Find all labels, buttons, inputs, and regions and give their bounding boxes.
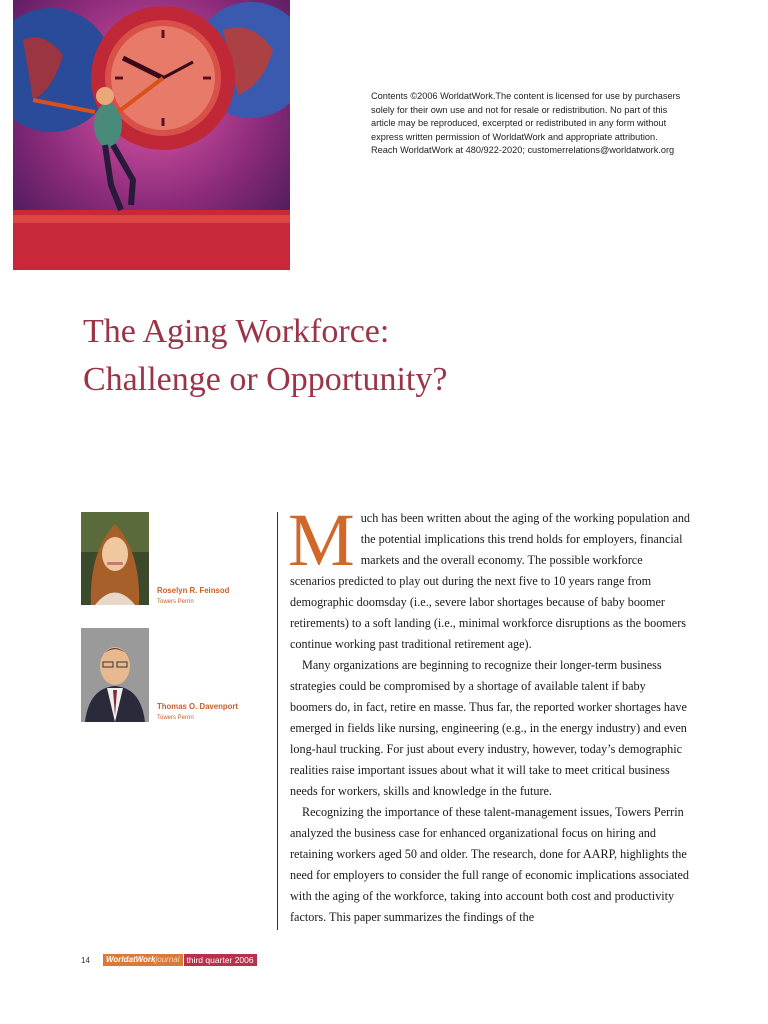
page-footer (81, 954, 257, 966)
copyright-line: article may be reproduced, excerpted or redistributed in any form without (371, 118, 667, 128)
copyright-line: Contents ©2006 WorldatWork.The content is licensed for use by purchasers (371, 91, 681, 101)
copyright-line: express written permission of WorldatWork and appropriate attribution. (371, 131, 658, 142)
copyright-line: Reach WorldatWork at 480/922-2020; customerrelations@worldatwork.org (371, 145, 675, 155)
column-divider (277, 512, 278, 930)
page-number: 14 (81, 955, 90, 965)
author-affiliation: Towers Perrin (157, 599, 194, 605)
author-photo-feinsod (81, 512, 149, 605)
drop-cap: M (288, 499, 355, 582)
author-name: Thomas O. Davenport (157, 702, 239, 711)
brand-journal: journal (155, 955, 180, 964)
author-photo-davenport (81, 628, 149, 722)
cover-illustration (13, 0, 290, 270)
brand-name: WorldatWork (106, 955, 156, 964)
body-paragraph: Recognizing the importance of these talent-management issues, Towers Perrin analyzed the business case for enhanced organizational focus on hiring and retaining workers aged 50 and older. The research, done for AARP, highlights the need for employers to consider the full range of economic implications associated with the aging of the workforce, taking into account both cost and productivity factors. This paper summarizes the findings of the (290, 805, 690, 924)
author-affiliation: Towers Perrin (157, 715, 194, 721)
issue-label: third quarter 2006 (184, 954, 257, 966)
body-paragraph: Many organizations are beginning to recognize their longer-term business strategies could be compromised by a shortage of available talent if baby boomers do, in fact, retire en masse. Thus far, the reported worker shortages have emerged in fields like nursing, engineering (e.g., in the energy industry) and even long-haul trucking. For just about every industry, however, today’s demographic realities raise important issues about what it will take to meet critical business needs for workers, skills and knowledge in the future. (290, 658, 687, 798)
author-name: Roselyn R. Feinsod (157, 586, 230, 595)
article-body (288, 499, 691, 928)
title-line-1: The Aging Workforce: (83, 313, 390, 350)
title-line-2: Challenge or Opportunity? (83, 361, 448, 398)
copyright-line: solely for their own use and not for resale or redistribution. No part of this (371, 104, 668, 115)
copyright-notice (371, 90, 701, 158)
journal-brand (103, 954, 183, 966)
article-title (83, 308, 447, 404)
body-paragraph: uch has been written about the aging of the working population and the potential implications this trend holds for employers, financial markets and the overall economy. The possible workforce scenarios predicted to play out during the next five to 10 years range from demographic doomsday (i.e., severe labor shortages because of baby boomer retirements) to a soft landing (i.e., minimal workforce disruptions as the boomers continue working past traditional retirement age). (290, 511, 691, 651)
